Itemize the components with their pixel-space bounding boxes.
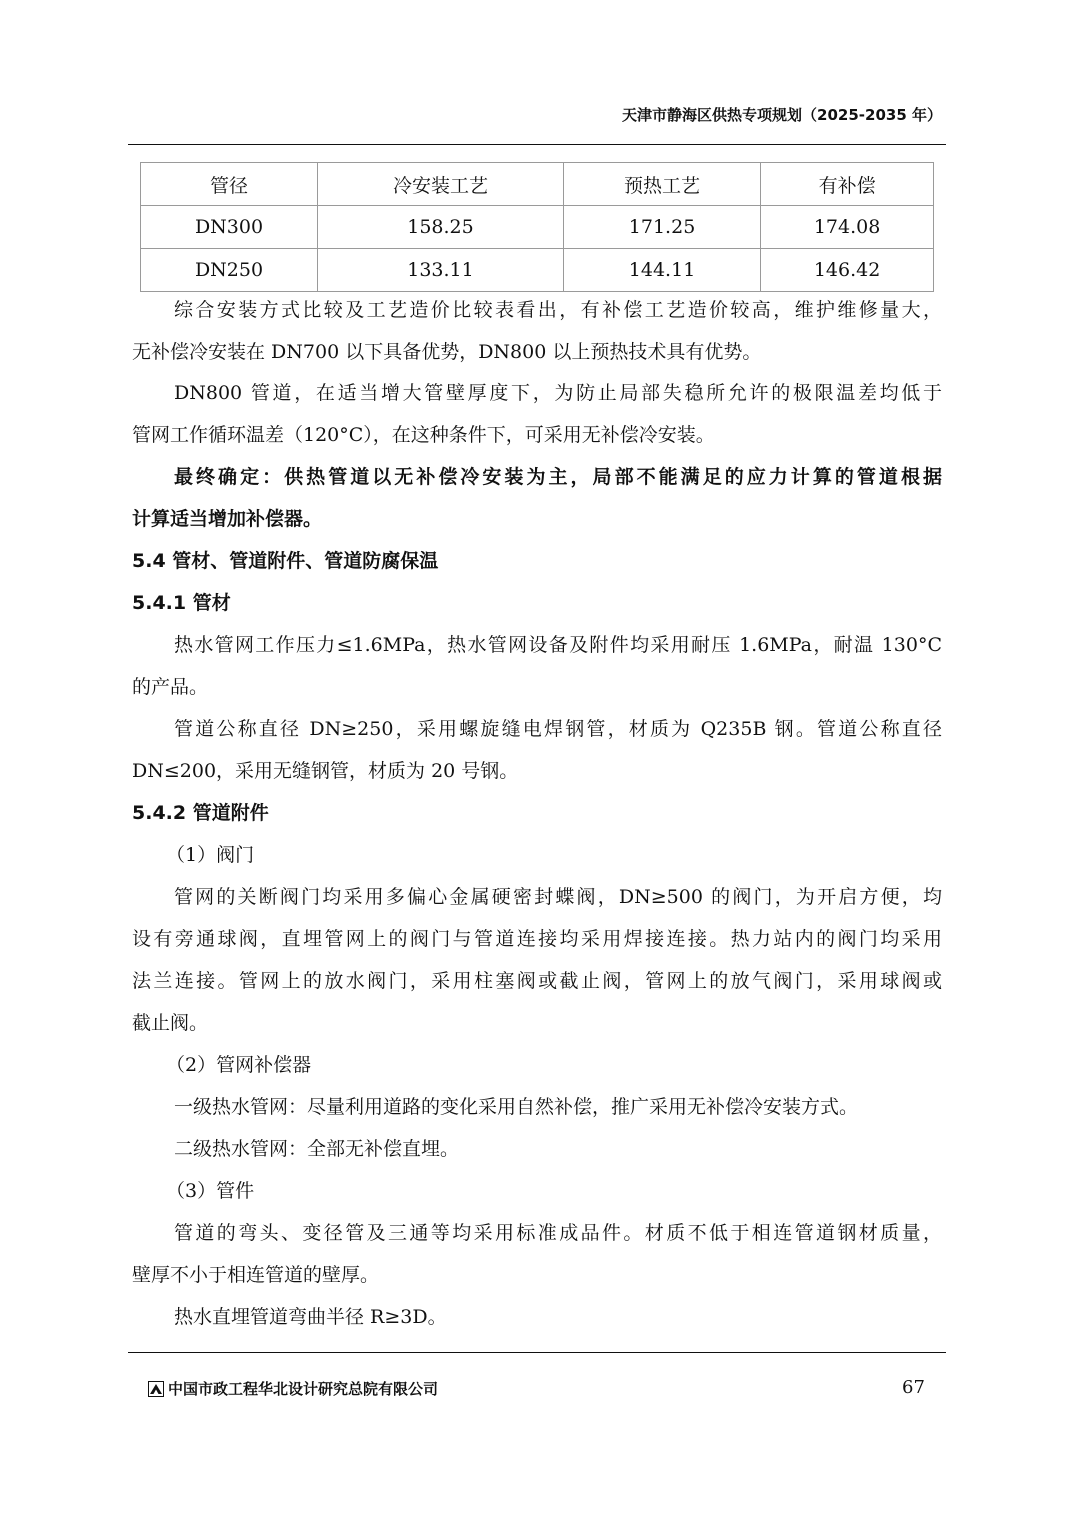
footer-divider — [128, 1352, 946, 1353]
paragraph-line: 管道公称直径 DN≥250，采用螺旋缝电焊钢管，材质为 Q235B 钢。管道公称直径 — [174, 718, 942, 740]
table-cell: DN300 — [141, 206, 318, 249]
table-header-cell: 有补偿 — [761, 163, 934, 206]
paragraph-line: 设有旁通球阀，直埋管网上的阀门与管道连接均采用焊接连接。热力站内的阀门均采用 — [132, 928, 942, 950]
table-header-cell: 预热工艺 — [563, 163, 760, 206]
paragraph-line: 热水管网工作压力≤1.6MPa，热水管网设备及附件均采用耐压 1.6MPa，耐温 130°C — [174, 634, 942, 656]
table-header-cell: 冷安装工艺 — [318, 163, 564, 206]
table-cell: 158.25 — [318, 206, 564, 249]
paragraph-line: 无补偿冷安装在 DN700 以下具备优势，DN800 以上预热技术具有优势。 — [132, 341, 762, 363]
paragraph-line: 一级热水管网：尽量利用道路的变化采用自然补偿，推广采用无补偿冷安装方式。 — [174, 1096, 859, 1118]
paragraph-line: 管道的弯头、变径管及三通等均采用标准成品件。材质不低于相连管道钢材质量， — [174, 1222, 942, 1244]
subsection-heading: 5.4.1 管材 — [132, 592, 231, 614]
paragraph-line: 热水直埋管道弯曲半径 R≥3D。 — [174, 1306, 447, 1328]
paragraph-line: 的产品。 — [132, 676, 209, 698]
conclusion-line: 最终确定：供热管道以无补偿冷安装为主，局部不能满足的应力计算的管道根据 — [174, 466, 942, 488]
item-heading: （3）管件 — [166, 1180, 255, 1202]
page-header-title: 天津市静海区供热专项规划（2025-2035 年） — [622, 106, 942, 124]
paragraph-line: 法兰连接。管网上的放水阀门，采用柱塞阀或截止阀，管网上的放气阀门，采用球阀或 — [132, 970, 942, 992]
item-heading: （1）阀门 — [166, 844, 255, 866]
table-cell: DN250 — [141, 249, 318, 292]
paragraph-line: 壁厚不小于相连管道的壁厚。 — [132, 1264, 380, 1286]
table-cell: 146.42 — [761, 249, 934, 292]
paragraph-line: DN800 管道，在适当增大管壁厚度下，为防止局部失稳所允许的极限温差均低于 — [174, 382, 942, 404]
cost-comparison-table — [140, 162, 934, 292]
paragraph-line: 截止阀。 — [132, 1012, 209, 1034]
item-heading: （2）管网补偿器 — [166, 1054, 312, 1076]
paragraph-line: 管网工作循环温差（120°C），在这种条件下，可采用无补偿冷安装。 — [132, 424, 715, 446]
paragraph-line: 二级热水管网：全部无补偿直埋。 — [174, 1138, 460, 1160]
subsection-heading: 5.4.2 管道附件 — [132, 802, 269, 824]
footer-organization: 中国市政工程华北设计研究总院有限公司 — [168, 1380, 439, 1398]
table-cell: 144.11 — [563, 249, 760, 292]
conclusion-line: 计算适当增加补偿器。 — [132, 508, 323, 530]
section-heading: 5.4 管材、管道附件、管道防腐保温 — [132, 550, 439, 572]
table-cell: 133.11 — [318, 249, 564, 292]
company-logo-icon — [148, 1381, 164, 1397]
table-cell: 174.08 — [761, 206, 934, 249]
table-row — [141, 249, 934, 292]
paragraph-line: 综合安装方式比较及工艺造价比较表看出，有补偿工艺造价较高，维护维修量大， — [174, 299, 942, 321]
table-header-cell: 管径 — [141, 163, 318, 206]
paragraph-line: DN≤200，采用无缝钢管，材质为 20 号钢。 — [132, 760, 519, 782]
header-divider — [128, 144, 946, 145]
page-number: 67 — [902, 1377, 925, 1398]
paragraph-line: 管网的关断阀门均采用多偏心金属硬密封蝶阀，DN≥500 的阀门，为开启方便，均 — [174, 886, 942, 908]
table-header-row — [141, 163, 934, 206]
table-cell: 171.25 — [563, 206, 760, 249]
table-row — [141, 206, 934, 249]
